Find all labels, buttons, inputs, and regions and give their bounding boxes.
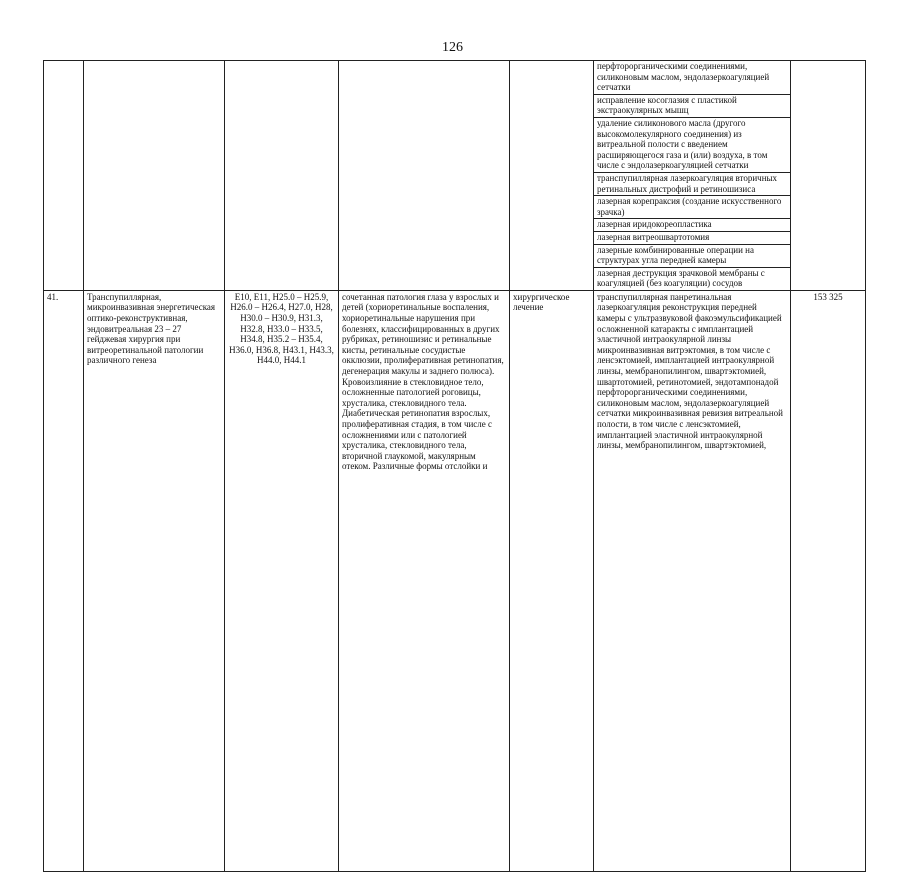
method-item: перфторорганическими соединениями, силиконовым маслом, эндолазеркоагуляцией сетчатки bbox=[594, 61, 790, 95]
cell-codes bbox=[225, 61, 339, 291]
icd-codes: E10, E11, H25.0 – H25.9, H26.0 – H26.4, H27.0, H28, H30.0 – H30.9, H31.3, H32.8, H33.0 – H33.5, H34.8, H35.2 – H35.4, H36.0, H36.8, H43.1, H43.3, H44.0, H44.1 bbox=[229, 291, 334, 366]
cell-price bbox=[791, 61, 866, 291]
method-item: удаление силиконового масла (другого высокомолекулярного соединения) из витреальной полости с введением расширяющегося газа и (или) воздуха, в том числе с эндолазеркоагуляцией сетчатки bbox=[594, 118, 790, 173]
cell-model bbox=[339, 61, 510, 291]
cell-codes bbox=[225, 290, 339, 871]
cell-name bbox=[84, 61, 225, 291]
procedures-table bbox=[43, 60, 866, 872]
method-item: лазерная витреошвартотомия bbox=[594, 232, 790, 245]
cell-methods bbox=[594, 61, 791, 291]
method-item: лазерные комбинированные операции на структурах угла передней камеры bbox=[594, 245, 790, 268]
page-number: 126 bbox=[442, 40, 463, 55]
cell-treatment bbox=[510, 290, 594, 871]
treatment-type: хирургическое лечение bbox=[513, 291, 570, 313]
table-row-41 bbox=[44, 290, 866, 871]
cell-number bbox=[44, 61, 84, 291]
cell-price bbox=[791, 290, 866, 871]
cell-treatment bbox=[510, 61, 594, 291]
patient-model: сочетанная патология глаза у взрослых и детей (хориоретинальные воспаления, хориоретинальные нарушения при болезнях, классифицированных в других рубриках, ретиношизис и ретинальные кисты, ретинальные сосудистые окклюзии, пролиферативная ретинопатия, дегенерация макулы и заднего полюса). Кровоизлияние в стекловидное тело, осложненные патологией роговицы, хрусталика, стекловидного тела. Диабетическая ретинопатия взрослых, пролиферативная стадия, в том числе с осложнениями или с патологией хрусталика, стекловидного тела, вторичной глаукомой, макулярным отеком. Различные формы отслойки и bbox=[342, 291, 504, 472]
method-item: исправление косоглазия с пластикой экстраокулярных мышц bbox=[594, 95, 790, 118]
cell-name bbox=[84, 290, 225, 871]
cell-number: 41. bbox=[44, 290, 84, 871]
treatment-methods: транспупиллярная панретинальная лазеркоагуляция реконструкция передней камеры с ультразвуковой факоэмульсификацией осложненной катаракты с имплантацией эластичной интраокулярной линзы микроинвазивная витрэктомия, в том числе с ленсэктомией, имплантацией интраокулярной линзы, мембранопилингом, швартэктомией, швартотомией, ретинотомией, эндотампонадой перфторорганическими соединениями, силиконовым маслом, эндолазеркоагуляцией сетчатки микроинвазивная ревизия витреальной полости, в том числе с ленсэктомией, имплантацией эластичной интраокулярной линзы, мембранопилингом, швартэктомией, bbox=[597, 291, 783, 451]
table-row-continuation bbox=[44, 61, 866, 291]
cell-model bbox=[339, 290, 510, 871]
method-item: лазерная деструкция зрачковой мембраны с коагуляцией (без коагуляции) сосудов bbox=[597, 267, 765, 289]
procedure-name: Транспупиллярная, микроинвазивная энергетическая оптико-реконструктивная, эндовитреальная 23 – 27 гейджевая хирургия при витреоретинальной патологии различного генеза bbox=[87, 291, 216, 366]
method-item: лазерная корепраксия (создание искусственного зрачка) bbox=[594, 196, 790, 219]
method-item: лазерная иридокореопластика bbox=[594, 219, 790, 232]
cell-methods bbox=[594, 290, 791, 871]
method-item: транспупиллярная лазеркоагуляция вторичных ретинальных дистрофий и ретиношизиса bbox=[594, 173, 790, 196]
price-value: 153 325 bbox=[813, 291, 843, 302]
